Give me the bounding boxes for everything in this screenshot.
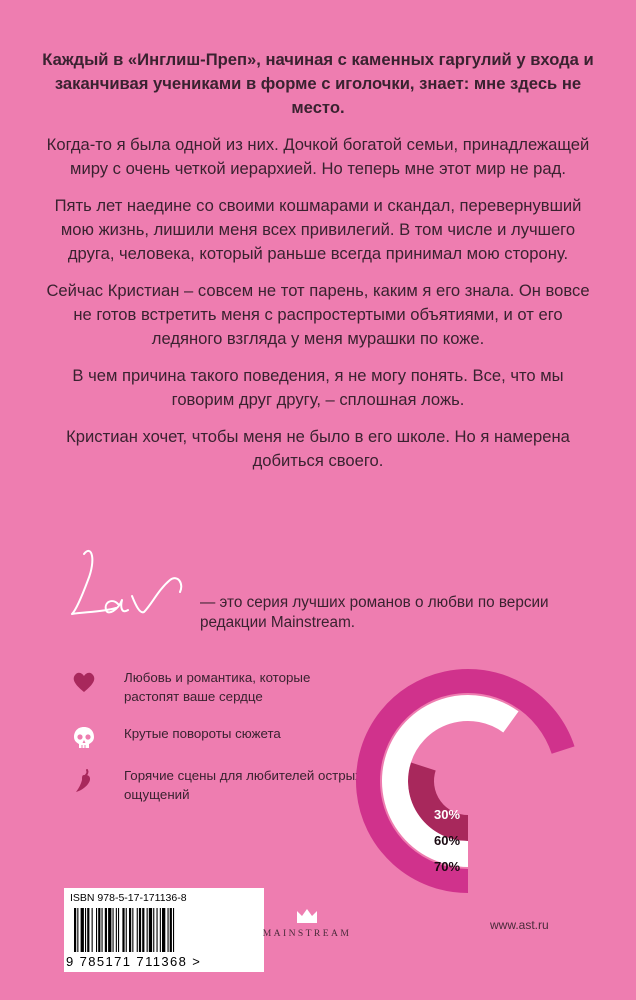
back-cover-blurb xyxy=(40,48,596,486)
rating-donut-chart xyxy=(352,665,584,897)
barcode-bar xyxy=(170,908,172,952)
barcode-bar xyxy=(137,908,138,952)
barcode-bar xyxy=(122,908,124,952)
barcode-bar xyxy=(98,908,100,952)
barcode-bar xyxy=(77,908,78,952)
barcode-bar xyxy=(126,908,127,952)
barcode-bars xyxy=(70,908,258,952)
rating-label-60: 60% xyxy=(434,833,461,848)
rating-arcs xyxy=(368,681,563,881)
blurb-paragraph-1: Когда-то я была одной из них. Дочкой богатой семьи, принадлежащей миру с очень четкой иерархией. Но теперь мне этот мир не рад. xyxy=(46,135,590,178)
feature-plot-twists-text: Крутые повороты сюжета xyxy=(124,726,281,741)
isbn-number: ISBN 978-5-17-171136-8 xyxy=(70,892,187,904)
blurb-paragraph-3: Сейчас Кристиан – совсем не тот парень, каким я его знала. Он вовсе не готов встретить меня с распростертыми объятиями, и от его ледяного взгляда у меня мурашки по коже. xyxy=(46,281,590,348)
barcode-bar xyxy=(147,908,148,952)
publisher-website: www.ast.ru xyxy=(490,918,549,932)
publisher-name: MAINSTREAM xyxy=(262,928,352,939)
blurb-paragraph-2: Пять лет наедине со своими кошмарами и скандал, перевернувший мою жизнь, лишили меня всех привилегий. В том числе и лучшего друга, человека, который раньше всегда принимал мою сторону. xyxy=(54,196,582,263)
rating-label-70: 70% xyxy=(434,859,461,874)
barcode-bar xyxy=(96,908,97,952)
feature-spicy-text: Горячие сцены для любителей острых ощущений xyxy=(124,768,362,802)
barcode-bar xyxy=(139,908,141,952)
barcode-bar xyxy=(116,908,117,952)
blurb-paragraph-5: Кристиан хочет, чтобы меня не было в его школе. Но я намерена добиться своего. xyxy=(66,427,570,470)
crown-icon xyxy=(296,908,318,924)
barcode-bar xyxy=(173,908,174,952)
chili-pepper-icon xyxy=(70,766,98,794)
barcode-bar xyxy=(113,908,114,952)
barcode-bar xyxy=(160,908,161,952)
mainstream-publisher-logo xyxy=(252,908,362,958)
barcode-bar xyxy=(74,908,76,952)
barcode-bar xyxy=(87,908,89,952)
barcode-bar xyxy=(168,908,169,952)
barcode-digits: 9 785171 711368 > xyxy=(66,954,202,969)
barcode-bar xyxy=(162,908,165,952)
barcode-bar xyxy=(132,908,133,952)
barcode-bar xyxy=(85,908,86,952)
series-description: — это серия лучших романов о любви по версии редакции Mainstream. xyxy=(200,594,549,631)
barcode-bar xyxy=(92,908,93,952)
barcode-bar xyxy=(108,908,111,952)
rating-label-30: 30% xyxy=(434,807,461,822)
barcode-bar xyxy=(81,908,84,952)
barcode-bar xyxy=(105,908,107,952)
barcode-bar xyxy=(129,908,131,952)
skull-icon xyxy=(70,724,98,752)
barcode-bar xyxy=(157,908,158,952)
heart-icon xyxy=(70,668,98,696)
isbn-barcode xyxy=(64,888,264,972)
barcode-bar xyxy=(102,908,103,952)
barcode-bar xyxy=(118,908,119,952)
blurb-lead: Каждый в «Инглиш-Преп», начиная с каменных гаргулий у входа и заканчивая учениками в форме с иголочки, знает: мне здесь не место. xyxy=(42,50,594,117)
lav-series-logo xyxy=(62,540,192,630)
barcode-bar xyxy=(142,908,144,952)
blurb-paragraph-4: В чем причина такого поведения, я не могу понять. Все, что мы говорим друг другу, – сплошная ложь. xyxy=(72,366,564,409)
barcode-bar xyxy=(149,908,152,952)
feature-romance-text: Любовь и романтика, которые растопят ваше сердце xyxy=(124,670,311,704)
barcode-bar xyxy=(153,908,154,952)
